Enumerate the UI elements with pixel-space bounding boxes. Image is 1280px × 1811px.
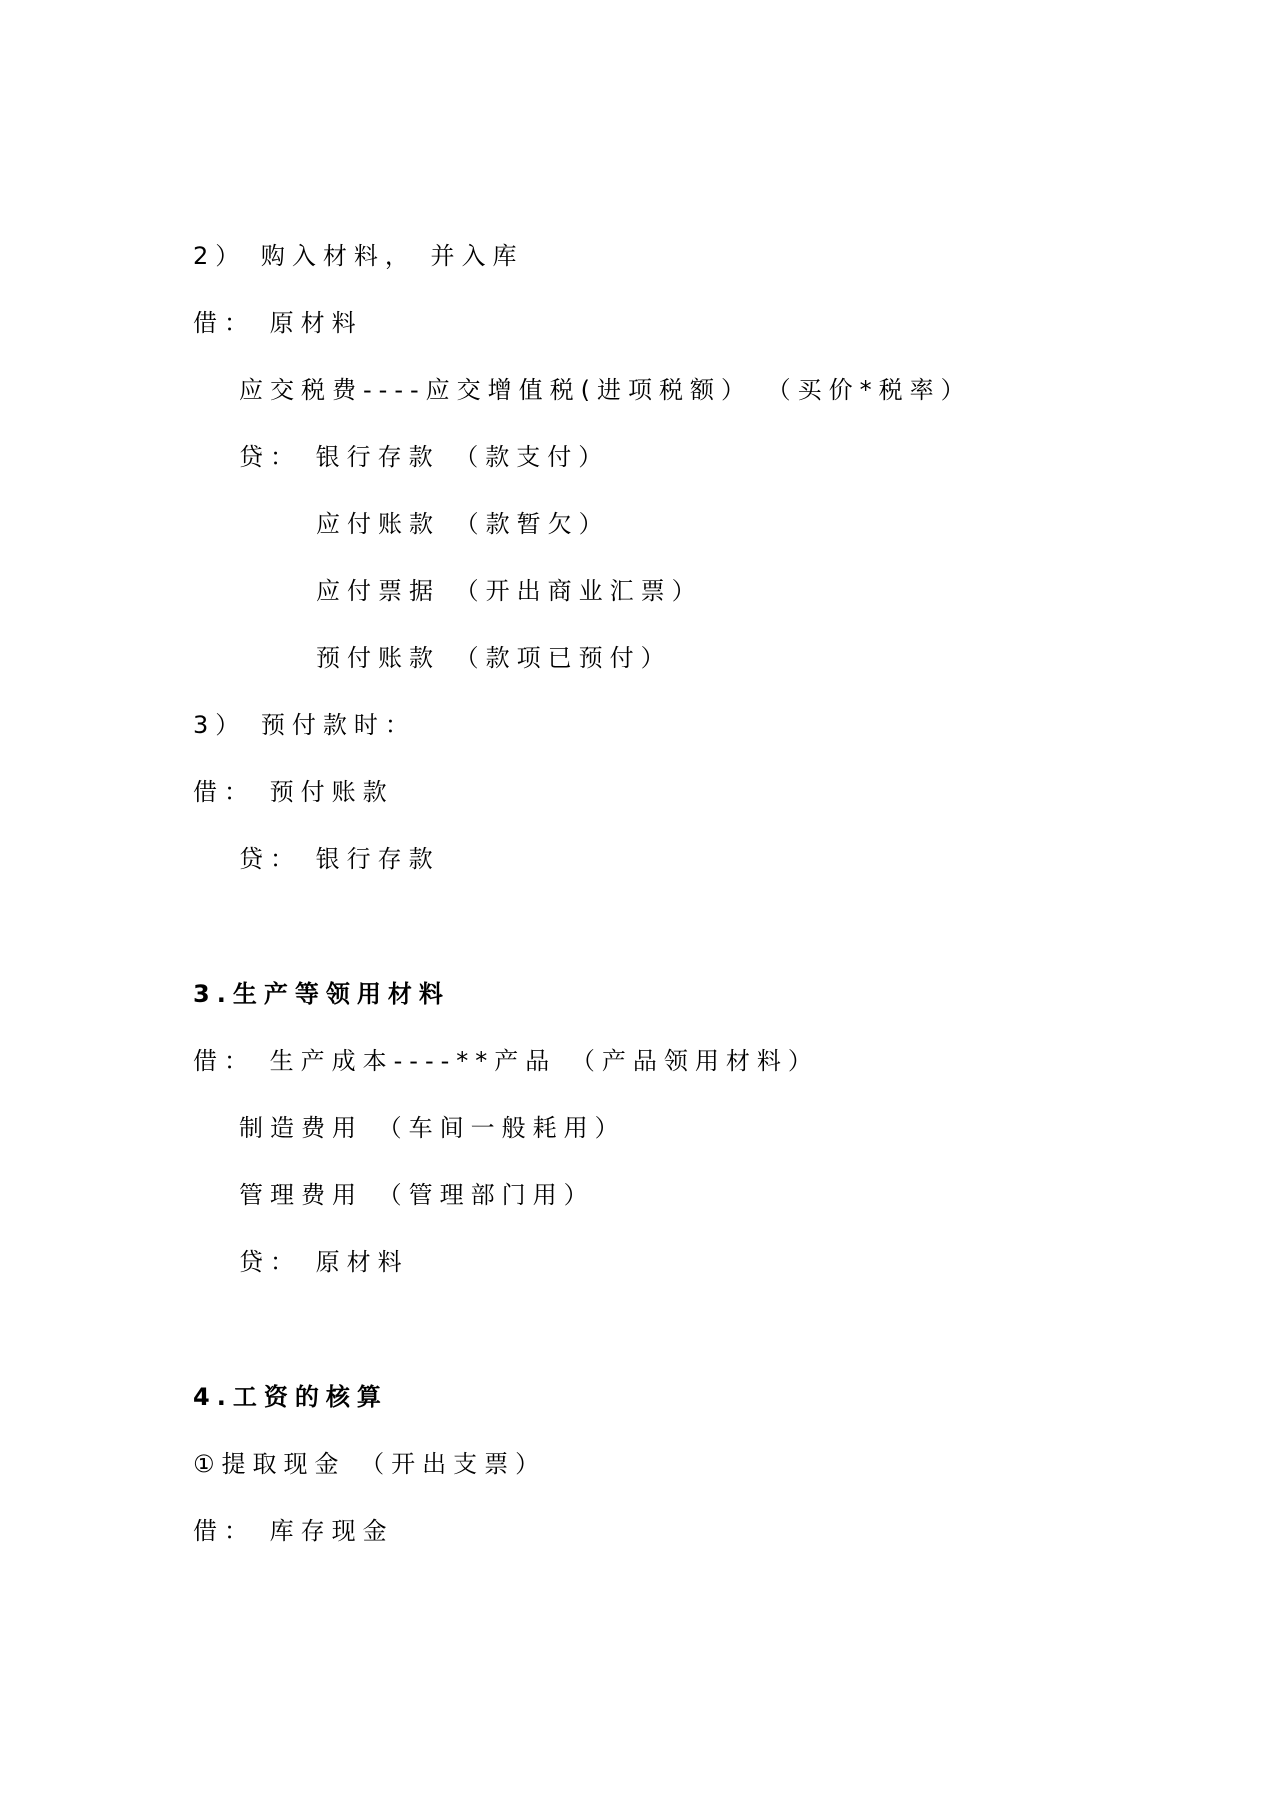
item-prepayment: 3） 预付款时： [193,711,416,739]
credit-bank-deposit-2: 贷： 银行存款 [239,845,440,873]
credit-prepayments: 预付账款 （款项已预付） [316,644,672,672]
section-heading-payroll: 4.工资的核算 [193,1383,388,1411]
debit-raw-materials: 借： 原材料 [193,309,363,337]
credit-accounts-payable: 应付账款 （款暂欠） [316,510,610,538]
debit-production-cost: 借： 生产成本----**产品 （产品领用材料） [193,1047,819,1075]
debit-manufacturing-overhead: 制造费用 （车间一般耗用） [239,1114,626,1142]
credit-raw-materials: 贷： 原材料 [239,1248,409,1276]
credit-bank-deposit: 贷： 银行存款 （款支付） [239,443,610,471]
item-purchase-materials: 2） 购入材料， 并入库 [193,242,524,270]
credit-notes-payable: 应付票据 （开出商业汇票） [316,577,703,605]
debit-admin-expenses: 管理费用 （管理部门用） [239,1181,595,1209]
debit-cash-on-hand: 借： 库存现金 [193,1517,394,1545]
debit-prepayments: 借： 预付账款 [193,778,394,806]
debit-vat-payable: 应交税费----应交增值税(进项税额） （买价*税率） [239,376,972,404]
item-withdraw-cash: ①提取现金 （开出支票） [193,1450,547,1478]
section-heading-materials-use: 3.生产等领用材料 [193,980,450,1008]
